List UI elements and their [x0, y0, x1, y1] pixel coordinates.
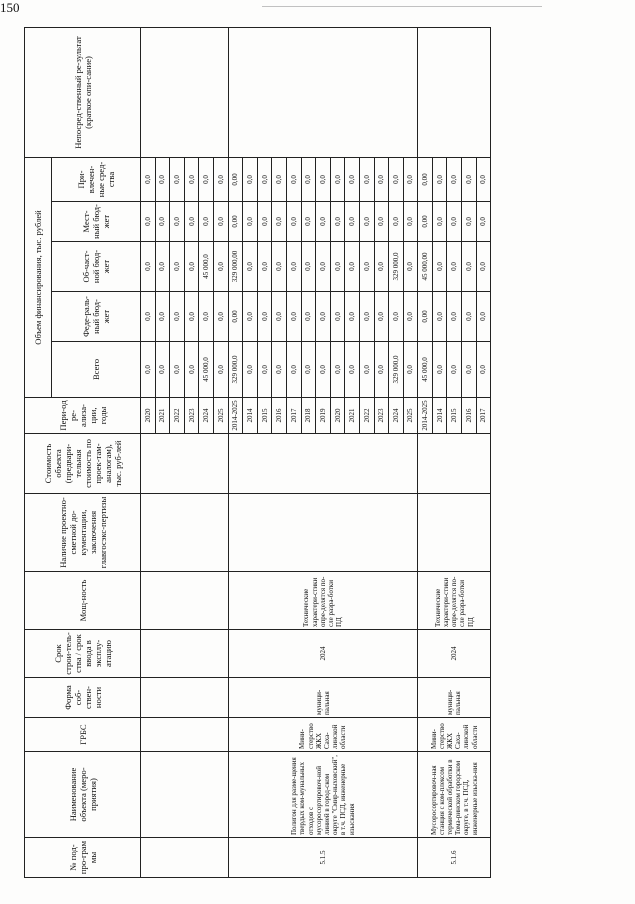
- year-cell: 2015: [257, 398, 272, 434]
- scan-edge-line: [262, 6, 542, 7]
- federal-cell: 0,0: [184, 292, 199, 342]
- term-cell: [141, 630, 229, 678]
- local-cell: 0,0: [374, 202, 389, 242]
- header-power: Мощ-ность: [25, 572, 141, 630]
- attracted-cell: 0,00: [228, 157, 243, 201]
- local-cell: 0,0: [462, 202, 477, 242]
- item-number: 5.1.6: [418, 838, 491, 878]
- attracted-cell: 0,0: [272, 157, 287, 201]
- regional-cell: 0,0: [286, 242, 301, 292]
- header-num: № под-про-грам мы: [25, 838, 141, 878]
- total-cell: 0,0: [359, 342, 374, 398]
- attracted-cell: 0,0: [432, 157, 447, 201]
- year-cell: 2024: [389, 398, 404, 434]
- header-form: Форма соб-ствен-ности: [25, 678, 141, 718]
- total-cell: 45 000,0: [418, 342, 433, 398]
- year-cell: 2025: [403, 398, 418, 434]
- item-name: Мусоросортировоч-ная станция с ком-плексом термической обработки в Тома-ринском городском округе, в т.ч. ПСД, инженерные изыска-ния: [418, 752, 491, 838]
- regional-cell: 0,0: [330, 242, 345, 292]
- attracted-cell: 0,0: [389, 157, 404, 201]
- item-power: Технические характери-стики опре-делятся по-сле разра-ботки ПД: [228, 572, 418, 630]
- rotated-table-container: [24, 28, 609, 878]
- local-cell: 0,0: [389, 202, 404, 242]
- regional-cell: 0,0: [184, 242, 199, 292]
- federal-cell: 0,00: [228, 292, 243, 342]
- year-cell: 2020: [330, 398, 345, 434]
- attracted-cell: 0,0: [286, 157, 301, 201]
- item-ownership: муници-пальная: [228, 678, 418, 718]
- header-period: Пери-од ре-ализа-ции, годы: [25, 398, 141, 434]
- federal-cell: 0,0: [316, 292, 331, 342]
- federal-cell: 0,0: [301, 292, 316, 342]
- regional-cell: 45 000,0: [199, 242, 214, 292]
- total-cell: 0,0: [184, 342, 199, 398]
- total-cell: 0,0: [316, 342, 331, 398]
- local-cell: 0,0: [301, 202, 316, 242]
- year-cell: 2014-2025: [228, 398, 243, 434]
- local-cell: 0,0: [286, 202, 301, 242]
- federal-cell: 0,0: [345, 292, 360, 342]
- attracted-cell: 0,0: [462, 157, 477, 201]
- attracted-cell: 0,0: [316, 157, 331, 201]
- total-cell: 45 000,0: [199, 342, 214, 398]
- item-name: Полигон для разме-щения твердых ком-мунальных отходов с мусоросортировоч-ной линией в город-ском округе "Смир-ныховский", в т.ч. ПСД, инженерные изыскания: [228, 752, 418, 838]
- attracted-cell: 0,0: [184, 157, 199, 201]
- year-cell: 2022: [359, 398, 374, 434]
- header-psd: Наличие проектно-сметной до-кументации, заключения главгосэкс-пертизы: [25, 494, 141, 572]
- regional-cell: 0,0: [213, 242, 228, 292]
- year-cell: 2014: [432, 398, 447, 434]
- federal-cell: 0,0: [359, 292, 374, 342]
- attracted-cell: 0,0: [345, 157, 360, 201]
- power-cell: [141, 572, 229, 630]
- total-cell: 0,0: [432, 342, 447, 398]
- total-cell: 0,0: [403, 342, 418, 398]
- attracted-cell: 0,0: [257, 157, 272, 201]
- header-regional: Об-част-ной бюд-жет: [52, 242, 141, 292]
- header-term: Срок строи-тель-ства / срок ввода в эксплу-атацию: [25, 630, 141, 678]
- item-psd: [228, 494, 418, 572]
- year-cell: 2021: [345, 398, 360, 434]
- year-cell: 2017: [286, 398, 301, 434]
- regional-cell: 0,0: [141, 242, 156, 292]
- total-cell: 0,0: [476, 342, 491, 398]
- psd-cell: [141, 494, 229, 572]
- attracted-cell: 0,0: [447, 157, 462, 201]
- grbs-cell: [141, 718, 229, 752]
- attracted-cell: 0,0: [374, 157, 389, 201]
- attracted-cell: 0,0: [141, 157, 156, 201]
- federal-cell: 0,0: [257, 292, 272, 342]
- local-cell: 0,0: [316, 202, 331, 242]
- regional-cell: 0,0: [155, 242, 170, 292]
- federal-cell: 0,0: [170, 292, 185, 342]
- federal-cell: 0,0: [141, 292, 156, 342]
- year-cell: 2021: [155, 398, 170, 434]
- year-cell: 2014-2025: [418, 398, 433, 434]
- regional-cell: 0,0: [447, 242, 462, 292]
- year-cell: 2018: [301, 398, 316, 434]
- local-cell: 0,00: [228, 202, 243, 242]
- federal-cell: 0,0: [432, 292, 447, 342]
- regional-cell: 0,0: [272, 242, 287, 292]
- regional-cell: 0,0: [316, 242, 331, 292]
- regional-cell: 0,0: [476, 242, 491, 292]
- total-cell: 0,0: [257, 342, 272, 398]
- federal-cell: 0,0: [213, 292, 228, 342]
- year-cell: 2016: [462, 398, 477, 434]
- local-cell: 0,0: [155, 202, 170, 242]
- year-cell: 2023: [184, 398, 199, 434]
- federal-cell: 0,0: [330, 292, 345, 342]
- local-cell: 0,0: [476, 202, 491, 242]
- regional-cell: 0,0: [374, 242, 389, 292]
- header-financing: Объем финансирования, тыс. рублей: [25, 157, 52, 397]
- federal-cell: 0,0: [462, 292, 477, 342]
- total-cell: 0,0: [330, 342, 345, 398]
- federal-cell: 0,0: [403, 292, 418, 342]
- item-psd: [418, 494, 491, 572]
- header-cost: Стоимость объекта (предвари-тельная стоимость по проек-там-аналогам), тыс. руб-лей: [25, 434, 141, 494]
- federal-cell: 0,0: [155, 292, 170, 342]
- item-term: 2024: [228, 630, 418, 678]
- header-result: Непосред-ственный ре-зультат (краткое опи-сание): [25, 27, 141, 157]
- local-cell: 0,00: [418, 202, 433, 242]
- local-cell: 0,0: [170, 202, 185, 242]
- year-cell: 2019: [316, 398, 331, 434]
- table-row: [141, 27, 156, 877]
- local-cell: 0,0: [403, 202, 418, 242]
- item-cost: [418, 434, 491, 494]
- name-cell: [141, 752, 229, 838]
- regional-cell: 0,0: [462, 242, 477, 292]
- federal-cell: 0,0: [286, 292, 301, 342]
- total-cell: 0,0: [243, 342, 258, 398]
- attracted-cell: 0,0: [170, 157, 185, 201]
- federal-cell: 0,0: [199, 292, 214, 342]
- federal-cell: 0,0: [374, 292, 389, 342]
- regional-cell: 0,0: [257, 242, 272, 292]
- attracted-cell: 0,0: [243, 157, 258, 201]
- local-cell: 0,0: [345, 202, 360, 242]
- local-cell: 0,0: [184, 202, 199, 242]
- attracted-cell: 0,0: [330, 157, 345, 201]
- regional-cell: 0,0: [170, 242, 185, 292]
- attracted-cell: 0,0: [301, 157, 316, 201]
- item-term: 2024: [418, 630, 491, 678]
- header-total: Всего: [52, 342, 141, 398]
- local-cell: 0,0: [359, 202, 374, 242]
- item-number: 5.1.5: [228, 838, 418, 878]
- year-cell: 2020: [141, 398, 156, 434]
- federal-cell: 0,00: [418, 292, 433, 342]
- local-cell: 0,0: [257, 202, 272, 242]
- attracted-cell: 0,0: [476, 157, 491, 201]
- total-cell: 329 000,0: [228, 342, 243, 398]
- total-cell: 0,0: [447, 342, 462, 398]
- item-ownership: муници-пальная: [418, 678, 491, 718]
- year-cell: 2015: [447, 398, 462, 434]
- page-number: 150: [0, 0, 20, 15]
- item-result: [228, 27, 418, 157]
- item-power: Технические характери-стики опре-делятся по-сле разра-ботки ПД: [418, 572, 491, 630]
- attracted-cell: 0,0: [213, 157, 228, 201]
- total-cell: 0,0: [345, 342, 360, 398]
- attracted-cell: 0,00: [418, 157, 433, 201]
- regional-cell: 0,0: [359, 242, 374, 292]
- header-local: Мест-ный бюд-жет: [52, 202, 141, 242]
- federal-cell: 0,0: [447, 292, 462, 342]
- local-cell: 0,0: [432, 202, 447, 242]
- year-cell: 2017: [476, 398, 491, 434]
- table-row: [228, 27, 243, 877]
- year-cell: 2023: [374, 398, 389, 434]
- local-cell: 0,0: [141, 202, 156, 242]
- regional-cell: 0,0: [403, 242, 418, 292]
- local-cell: 0,0: [213, 202, 228, 242]
- header-federal: Феде-раль-ный бюд-жет: [52, 292, 141, 342]
- total-cell: 0,0: [301, 342, 316, 398]
- local-cell: 0,0: [447, 202, 462, 242]
- regional-cell: 329 000,0: [389, 242, 404, 292]
- num-cell: [141, 838, 229, 878]
- federal-cell: 0,0: [389, 292, 404, 342]
- regional-cell: 0,0: [432, 242, 447, 292]
- attracted-cell: 0,0: [155, 157, 170, 201]
- item-result: [418, 27, 491, 157]
- header-name: Наименование объекта (меро-приятия): [25, 752, 141, 838]
- total-cell: 0,0: [213, 342, 228, 398]
- attracted-cell: 0,0: [403, 157, 418, 201]
- total-cell: 0,0: [286, 342, 301, 398]
- header-grbs: ГРБС: [25, 718, 141, 752]
- financing-table: [24, 27, 491, 878]
- regional-cell: 45 000,00: [418, 242, 433, 292]
- regional-cell: 329 000,00: [228, 242, 243, 292]
- local-cell: 0,0: [272, 202, 287, 242]
- local-cell: 0,0: [199, 202, 214, 242]
- regional-cell: 0,0: [345, 242, 360, 292]
- local-cell: 0,0: [243, 202, 258, 242]
- year-cell: 2016: [272, 398, 287, 434]
- total-cell: 0,0: [374, 342, 389, 398]
- federal-cell: 0,0: [476, 292, 491, 342]
- item-grbs: Мини-стерство ЖКХ Саха-линской области: [418, 718, 491, 752]
- attracted-cell: 0,0: [199, 157, 214, 201]
- local-cell: 0,0: [330, 202, 345, 242]
- regional-cell: 0,0: [243, 242, 258, 292]
- attracted-cell: 0,0: [359, 157, 374, 201]
- year-cell: 2024: [199, 398, 214, 434]
- form-cell: [141, 678, 229, 718]
- total-cell: 329 000,0: [389, 342, 404, 398]
- header-attracted: При-влечен-ные сред-ства: [52, 157, 141, 201]
- table-row: [418, 27, 433, 877]
- result-cell: [141, 27, 229, 157]
- cost-cell: [141, 434, 229, 494]
- year-cell: 2014: [243, 398, 258, 434]
- year-cell: 2022: [170, 398, 185, 434]
- regional-cell: 0,0: [301, 242, 316, 292]
- table-header: [25, 27, 141, 877]
- federal-cell: 0,0: [272, 292, 287, 342]
- year-cell: 2025: [213, 398, 228, 434]
- item-grbs: Мини-стерство ЖКХ Саха-линской области: [228, 718, 418, 752]
- table-body: [141, 27, 491, 877]
- federal-cell: 0,0: [243, 292, 258, 342]
- total-cell: 0,0: [272, 342, 287, 398]
- total-cell: 0,0: [155, 342, 170, 398]
- item-cost: [228, 434, 418, 494]
- total-cell: 0,0: [462, 342, 477, 398]
- total-cell: 0,0: [141, 342, 156, 398]
- total-cell: 0,0: [170, 342, 185, 398]
